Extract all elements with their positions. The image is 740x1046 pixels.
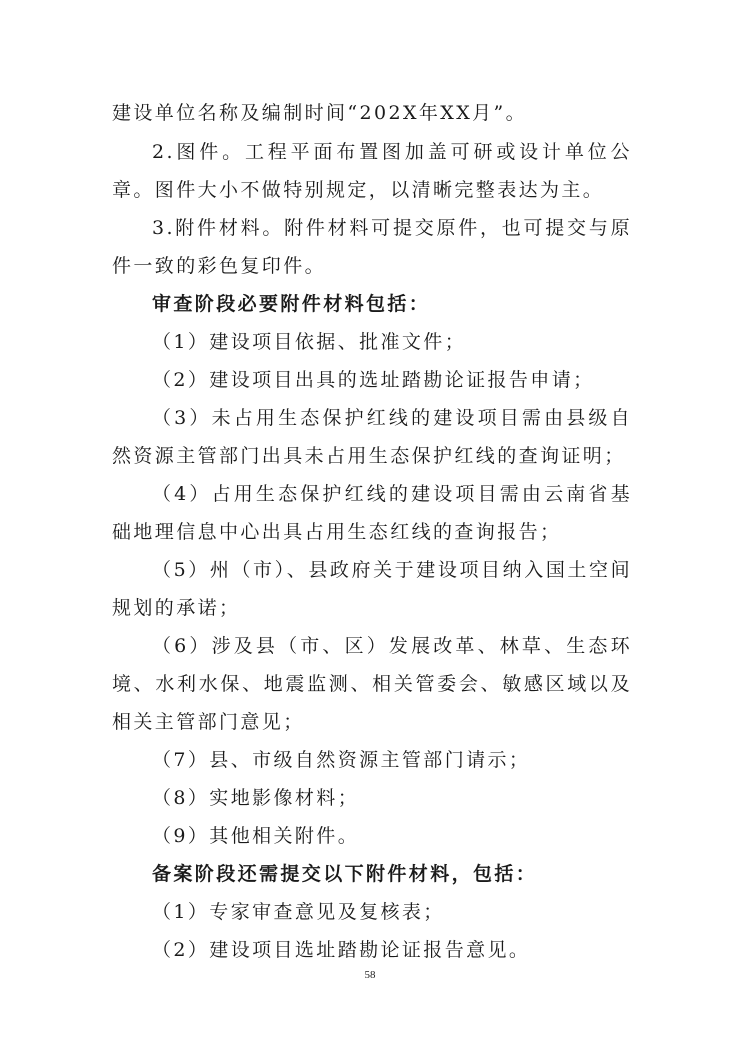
review-list-item-8 xyxy=(112,779,632,817)
review-list-item-5 xyxy=(112,551,632,627)
list-item-text: （5）州（市）、县政府关于建设项目纳入国土空间规划的承诺； xyxy=(112,559,632,619)
review-list-item-9 xyxy=(112,817,632,855)
review-list-item-7 xyxy=(112,741,632,779)
list-item-text: （1）建设项目依据、批准文件； xyxy=(152,331,467,353)
paragraph-text: 建设单位名称及编制时间“202X年XX月”。 xyxy=(112,102,528,124)
filing-list-item-1 xyxy=(112,893,632,931)
review-list-item-2 xyxy=(112,361,632,399)
list-item-text: （8）实地影像材料； xyxy=(152,787,360,809)
page-number: 58 xyxy=(364,969,376,981)
list-item-text: （6）涉及县（市、区）发展改革、林草、生态环境、水利水保、地震监测、相关管委会、敏感区域以及相关主管部门意见； xyxy=(112,635,632,733)
list-item-text: （2）建设项目选址踏勘论证报告意见。 xyxy=(152,939,531,961)
review-list-item-1 xyxy=(112,323,632,361)
list-item-text: （1）专家审查意见及复核表； xyxy=(152,901,445,923)
paragraph-continuation xyxy=(112,94,632,132)
review-stage-heading xyxy=(112,285,632,323)
paragraph-text: 3.附件材料。附件材料可提交原件，也可提交与原件一致的彩色复印件。 xyxy=(112,217,632,277)
review-list-item-6 xyxy=(112,627,632,741)
paragraph-item-3-attachments xyxy=(112,209,632,285)
heading-text: 备案阶段还需提交以下附件材料，包括： xyxy=(152,863,538,885)
list-item-text: （2）建设项目出具的选址踏勘论证报告申请； xyxy=(152,369,595,391)
paragraph-item-2-drawings xyxy=(112,133,632,209)
list-item-text: （3）未占用生态保护红线的建设项目需由县级自然资源主管部门出具未占用生态保护红线的查询证明； xyxy=(112,407,632,467)
paragraph-text: 2.图件。工程平面布置图加盖可研或设计单位公章。图件大小不做特别规定，以清晰完整表达为主。 xyxy=(112,141,632,201)
filing-stage-heading xyxy=(112,855,632,893)
list-item-text: （7）县、市级自然资源主管部门请示； xyxy=(152,749,531,771)
filing-list-item-2 xyxy=(112,931,632,969)
list-item-text: （4）占用生态保护红线的建设项目需由云南省基础地理信息中心出具占用生态红线的查询报告； xyxy=(112,483,632,543)
list-item-text: （9）其他相关附件。 xyxy=(152,825,360,847)
review-list-item-4 xyxy=(112,475,632,551)
heading-text: 审查阶段必要附件材料包括： xyxy=(152,293,431,315)
review-list-item-3 xyxy=(112,399,632,475)
